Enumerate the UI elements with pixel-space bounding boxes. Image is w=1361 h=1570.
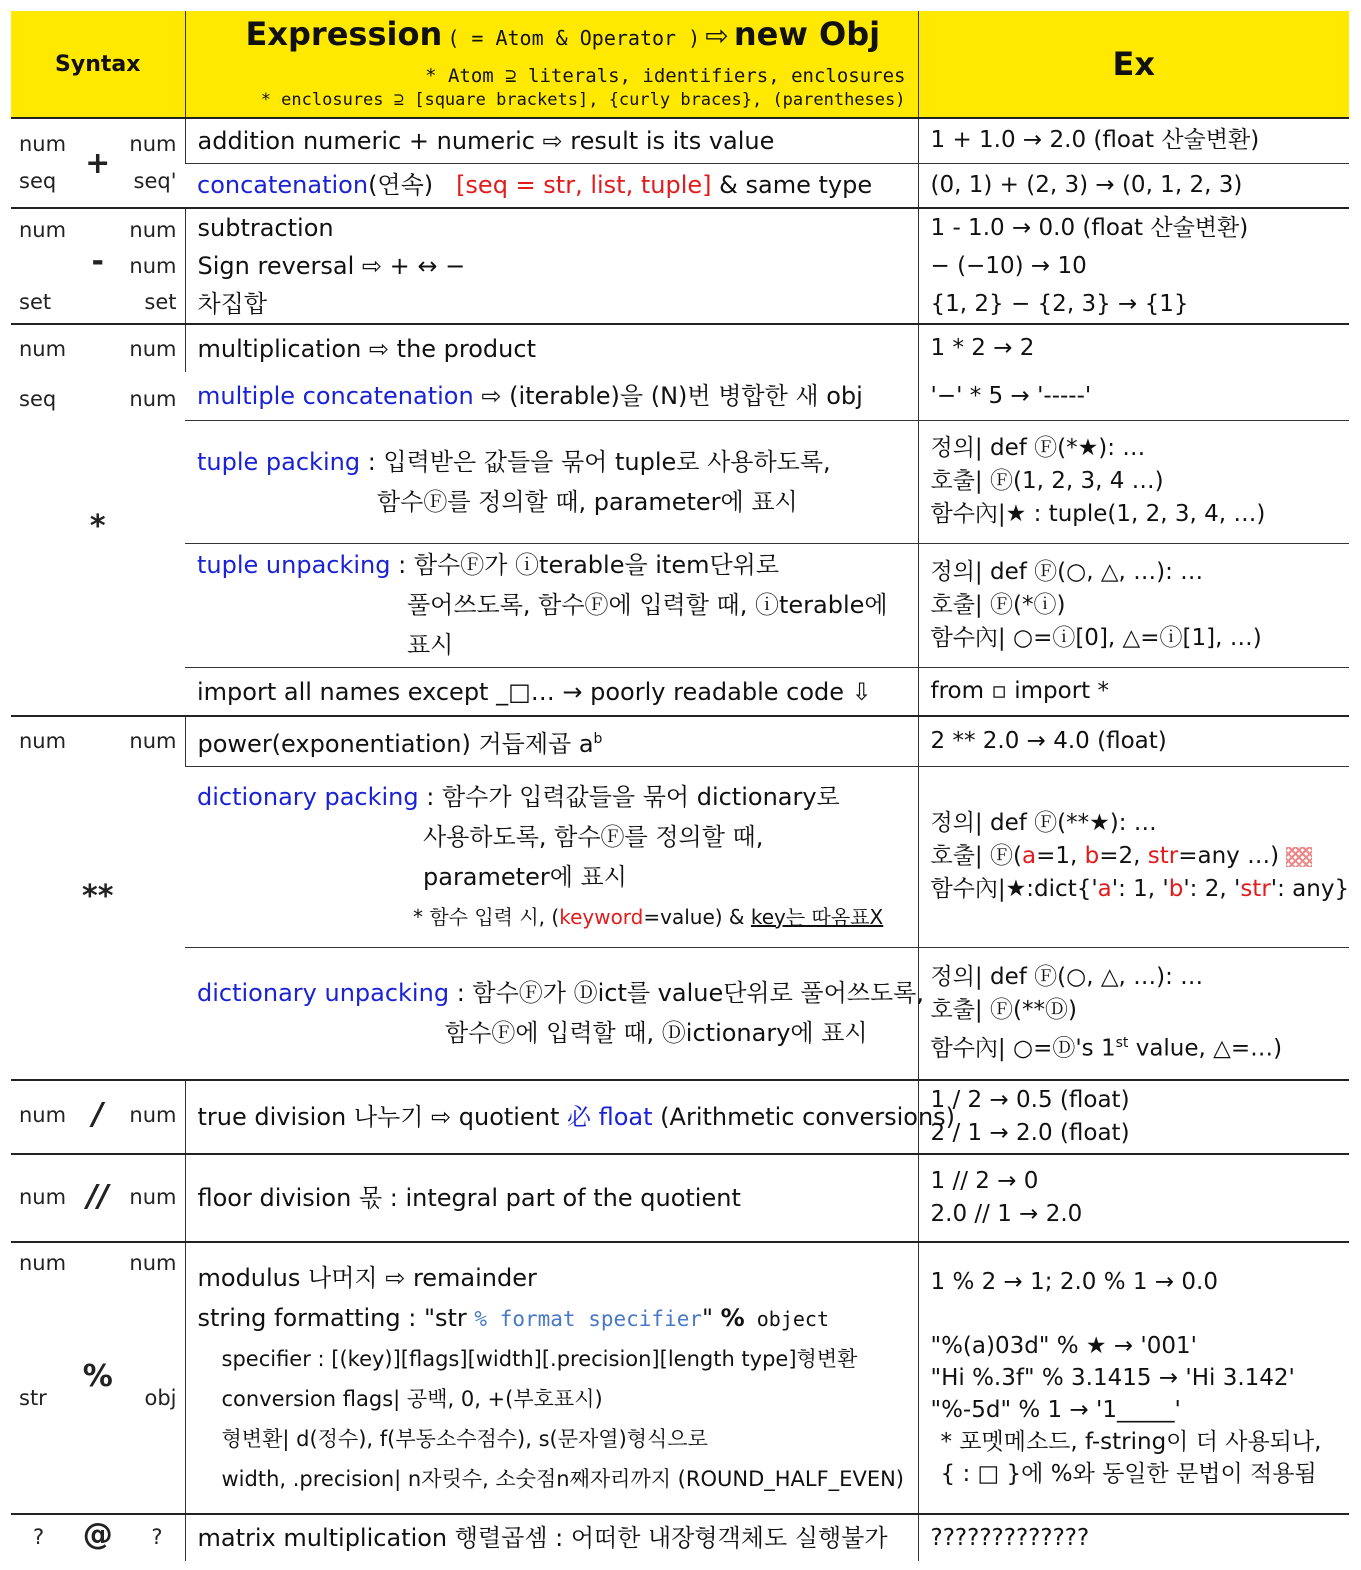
operand-right: num bbox=[129, 1251, 177, 1275]
operand-right: ? bbox=[151, 1525, 163, 1549]
floor-division-desc: floor division 몫 : integral part of the quotient bbox=[197, 1184, 741, 1212]
tuple-packing-example-1: 정의| def Ⓕ(*★): … bbox=[930, 435, 1146, 462]
dict-packing-text-2: 사용하도록, 함수Ⓕ를 정의할 때, bbox=[423, 822, 764, 851]
dslash-row bbox=[11, 1154, 1349, 1242]
dict-unpacking-line-1 bbox=[185, 973, 924, 1013]
import-all-example: from ▫ import * bbox=[930, 678, 1109, 705]
ex-text: 함수內|★:dict{' bbox=[930, 876, 1098, 903]
addition-example: 1 + 1.0 → 2.0 (float 산술변환) bbox=[930, 127, 1260, 154]
same-type: & same type bbox=[719, 171, 873, 200]
tuple-unpacking-example-1: 정의| def Ⓕ(○, △, …): … bbox=[930, 558, 1204, 585]
operand-left: num bbox=[19, 1185, 67, 1209]
power-ko: 거듭제곱 a bbox=[478, 729, 594, 758]
dict-packing-example-2 bbox=[919, 840, 1350, 873]
dict-unpacking-text-2: 함수Ⓕ에 입력할 때, Ⓓictionary에 표시 bbox=[445, 1019, 868, 1048]
operand-right: num bbox=[129, 1185, 177, 1209]
dict-packing-term: dictionary packing bbox=[197, 782, 419, 811]
operand-left: set bbox=[19, 290, 52, 314]
crosshatch-icon bbox=[1286, 847, 1312, 867]
dslash-syntax bbox=[11, 1155, 185, 1241]
minus-syntax bbox=[11, 210, 185, 322]
operator-table bbox=[11, 11, 1349, 1561]
enclosure-note: * enclosures ⊇ [square brackets], {curly braces}, (parentheses) bbox=[260, 90, 906, 110]
ex-text: =any …) bbox=[1178, 843, 1280, 870]
tuple-packing-example-2: 호출| Ⓕ(1, 2, 3, 4 …) bbox=[930, 468, 1164, 495]
ex-text: ': 1, ' bbox=[1111, 876, 1169, 903]
concatenation-example: (0, 1) + (2, 3) → (0, 1, 2, 3) bbox=[930, 171, 1243, 198]
dstar-row-pack bbox=[11, 766, 1349, 947]
note-text: * 함수 입력 시, ( bbox=[413, 904, 560, 929]
multiple-concatenation-term: multiple concatenation bbox=[197, 382, 474, 411]
type-conversion-desc: 형변환| d(정수), f(부동소수점수), s(문자열)형식으로 bbox=[221, 1426, 708, 1451]
tuple-packing-term: tuple packing bbox=[197, 447, 361, 476]
power-term: power(exponentiation) bbox=[197, 729, 471, 758]
tuple-unpacking-example-2: 호출| Ⓕ(*ⓘ) bbox=[930, 591, 1066, 618]
syntax-header: Syntax bbox=[55, 51, 141, 77]
modulus-example: 1 % 2 → 1; 2.0 % 1 → 0.0 bbox=[930, 1269, 1218, 1295]
star-row-import bbox=[11, 668, 1349, 716]
ex-text: =2, bbox=[1099, 843, 1148, 870]
tuple-packing-example-3: 함수內|★ : tuple(1, 2, 3, 4, …) bbox=[930, 501, 1266, 528]
ex-text: value, △=…) bbox=[1128, 1035, 1283, 1062]
atom-note: * Atom ⊇ literals, identifiers, enclosures bbox=[425, 65, 906, 87]
dstar-row-unpack bbox=[11, 947, 1349, 1080]
format-example-2: "Hi %.3f" % 3.1415 → 'Hi 3.142' bbox=[930, 1365, 1295, 1391]
plus-operator: + bbox=[85, 146, 111, 181]
operand-right: num bbox=[129, 218, 177, 242]
import-all-desc: import all names except _□… → poorly readable code ⇩ bbox=[197, 677, 872, 706]
matrix-multiplication-desc: matrix multiplication 행렬곱셈 : 어떠한 내장형객체도 실행불가 bbox=[197, 1524, 888, 1552]
plus-row-2 bbox=[11, 163, 1349, 208]
multiplication-example: 1 * 2 → 2 bbox=[930, 335, 1035, 362]
dict-packing-text-3: parameter에 표시 bbox=[423, 862, 627, 891]
double-slash-operator: // bbox=[86, 1179, 109, 1214]
tuple-packing-text-2: 함수Ⓕ를 정의할 때, parameter에 표시 bbox=[377, 487, 798, 516]
modulus-desc: modulus 나머지 ⇨ remainder bbox=[197, 1263, 537, 1292]
set-difference-desc: 차집합 bbox=[197, 290, 268, 318]
desc-text: true division 나누기 ⇨ quotient bbox=[197, 1103, 567, 1131]
operand-right: num bbox=[129, 1103, 177, 1127]
operand-left: str bbox=[19, 1386, 47, 1410]
multiple-concatenation-rest: ⇨ (iterable)을 (N)번 병합한 새 obj bbox=[481, 382, 863, 411]
power-example: 2 ** 2.0 → 4.0 (float) bbox=[930, 727, 1167, 754]
desc-text: object bbox=[744, 1306, 830, 1331]
tuple-unpacking-text-3: 표시 bbox=[407, 631, 454, 660]
operand-left: ? bbox=[33, 1525, 45, 1549]
operand-right: num bbox=[129, 337, 177, 361]
operand-right: num bbox=[129, 387, 177, 411]
star-syntax bbox=[11, 325, 185, 715]
desc-highlight: 必 float bbox=[567, 1103, 653, 1131]
ex-key: str bbox=[1147, 843, 1179, 870]
operand-right: set bbox=[144, 290, 177, 314]
new-obj-title: new Obj bbox=[733, 15, 881, 53]
seq-types: [seq = str, list, tuple] bbox=[456, 171, 712, 200]
true-division-example-2: 2 / 1 → 2.0 (float) bbox=[930, 1120, 1130, 1146]
operand-left: num bbox=[19, 337, 67, 361]
note-underline: key는 따옴표X bbox=[750, 904, 884, 929]
width-precision-desc: width, .precision| n자릿수, 소숫점n째자리까지 (ROUND_HALF_EVEN) bbox=[221, 1466, 904, 1491]
addition-rest: numeric + numeric ⇨ result is its value bbox=[302, 126, 775, 155]
format-example-1: "%(a)03d" % ★ → '001' bbox=[930, 1333, 1197, 1359]
sign-reversal-desc: Sign reversal ⇨ + ↔ − bbox=[197, 252, 466, 280]
dict-packing-note bbox=[185, 897, 918, 937]
at-operator: @ bbox=[82, 1517, 113, 1552]
ex-key: str bbox=[1240, 876, 1271, 903]
ex-text: =1, bbox=[1036, 843, 1085, 870]
ex-text: ': any} bbox=[1270, 876, 1350, 903]
operand-left: seq bbox=[19, 387, 57, 411]
tuple-unpacking-text-2: 풀어쓰도록, 함수Ⓕ에 입력할 때, ⓘterable에 bbox=[407, 591, 888, 620]
format-note-2: { : □ }에 %와 동일한 문법이 적용됨 bbox=[940, 1461, 1317, 1487]
addition-desc bbox=[186, 121, 918, 161]
addition-term: addition bbox=[197, 126, 296, 155]
dict-unpacking-example-2: 호출| Ⓕ(**Ⓓ) bbox=[930, 997, 1077, 1024]
multiplication-desc bbox=[186, 329, 918, 369]
concatenation-desc bbox=[185, 165, 918, 205]
tuple-packing-line-1 bbox=[185, 442, 918, 482]
star-row-unpack bbox=[11, 543, 1349, 668]
tuple-unpacking-example-3: 함수內| ○=ⓘ[0], △=ⓘ[1], …) bbox=[930, 624, 1262, 651]
subtraction-desc: subtraction bbox=[197, 214, 334, 242]
at-syntax bbox=[11, 1515, 185, 1561]
operand-right: obj bbox=[144, 1386, 177, 1410]
desc-text: (Arithmetic conversions) bbox=[652, 1103, 956, 1131]
multiplication-term: multiplication bbox=[197, 334, 362, 363]
ex-key: a bbox=[1097, 876, 1112, 903]
ex-text: ': 2, ' bbox=[1183, 876, 1241, 903]
operand-left: num bbox=[19, 1251, 67, 1275]
ex-text: 호출| Ⓕ( bbox=[930, 843, 1022, 870]
ex-superscript: st bbox=[1115, 1035, 1129, 1052]
expression-title: Expression bbox=[245, 15, 443, 53]
operand-right: num bbox=[129, 132, 177, 156]
slash-syntax bbox=[11, 1081, 185, 1153]
dstar-syntax bbox=[11, 717, 185, 1079]
ex-key: b bbox=[1168, 876, 1184, 903]
dict-packing-line-1 bbox=[185, 777, 918, 817]
true-division-example-1: 1 / 2 → 0.5 (float) bbox=[930, 1087, 1130, 1113]
operand-left: seq bbox=[19, 169, 57, 193]
ex-key: b bbox=[1084, 843, 1100, 870]
at-row bbox=[11, 1514, 1349, 1561]
tuple-unpacking-line-1 bbox=[185, 545, 918, 585]
sign-reversal-example: − (−10) → 10 bbox=[930, 253, 1087, 279]
minus-row bbox=[11, 208, 1349, 324]
percent-operator: % bbox=[82, 1359, 113, 1394]
desc-highlight: % format specifier bbox=[474, 1306, 702, 1331]
minus-operator: - bbox=[91, 244, 104, 279]
specifier-desc: specifier : [(key)][flags][width][.precision][length type]형변환 bbox=[221, 1346, 858, 1371]
percent-row bbox=[11, 1242, 1349, 1514]
true-division-desc bbox=[186, 1097, 956, 1137]
ex-header: Ex bbox=[1112, 45, 1155, 83]
expression-paren: ( = Atom & Operator ) bbox=[447, 26, 701, 50]
matrix-multiplication-example: ????????????? bbox=[930, 1524, 1090, 1551]
dict-packing-text-1: : 함수가 입력값들을 묶어 dictionary로 bbox=[426, 782, 840, 811]
note-text: =value) & bbox=[643, 904, 751, 929]
ex-key: a bbox=[1021, 843, 1037, 870]
slash-operator: / bbox=[92, 1097, 104, 1132]
multiplication-rest: ⇨ the product bbox=[368, 334, 536, 363]
operand-left: num bbox=[19, 1103, 67, 1127]
tuple-packing-text-1: : 입력받은 값들을 묶어 tuple로 사용하도록, bbox=[367, 447, 831, 476]
double-star-operator: ** bbox=[82, 879, 114, 914]
multiple-concatenation-desc bbox=[185, 376, 918, 416]
floor-division-example-2: 2.0 // 1 → 2.0 bbox=[930, 1201, 1083, 1227]
concatenation-ko: (연속) bbox=[368, 171, 434, 200]
dict-unpacking-example-1: 정의| def Ⓕ(○, △, …): … bbox=[930, 964, 1204, 991]
tuple-unpacking-text-1: : 함수Ⓕ가 ⓘterable을 item단위로 bbox=[398, 551, 780, 580]
operand-right: seq' bbox=[133, 169, 177, 193]
star-row-mcat bbox=[11, 372, 1349, 420]
floor-division-example-1: 1 // 2 → 0 bbox=[930, 1168, 1039, 1194]
power-superscript: b bbox=[593, 730, 603, 747]
desc-text: " bbox=[702, 1303, 721, 1332]
operand-left: num bbox=[19, 218, 67, 242]
power-desc bbox=[186, 719, 918, 764]
slash-row bbox=[11, 1080, 1349, 1154]
percent-syntax bbox=[11, 1243, 185, 1513]
operand-left: num bbox=[19, 729, 67, 753]
dict-unpacking-example-3 bbox=[919, 1027, 1350, 1066]
desc-text: string formatting : "str bbox=[197, 1303, 475, 1332]
dict-unpacking-text-1: : 함수Ⓕ가 Ⓓict를 value단위로 풀어쓰도록, bbox=[456, 979, 924, 1008]
concatenation-term: concatenation bbox=[197, 171, 369, 200]
set-difference-example: {1, 2} − {2, 3} → {1} bbox=[930, 291, 1189, 317]
dict-unpacking-term: dictionary unpacking bbox=[197, 979, 450, 1008]
note-keyword: keyword bbox=[559, 904, 644, 929]
operand-left: num bbox=[19, 132, 67, 156]
plus-row-1 bbox=[11, 118, 1349, 163]
dict-packing-example-3 bbox=[919, 873, 1350, 906]
operand-right: num bbox=[129, 729, 177, 753]
star-row-pack bbox=[11, 420, 1349, 543]
star-operator: * bbox=[89, 509, 106, 544]
conversion-flags-desc: conversion flags| 공백, 0, +(부호표시) bbox=[221, 1386, 603, 1411]
operand-right: num bbox=[129, 254, 177, 278]
dict-packing-example-1: 정의| def Ⓕ(**★): … bbox=[930, 810, 1157, 837]
header-row bbox=[11, 11, 1349, 118]
dstar-row-pow bbox=[11, 716, 1349, 766]
multiple-concatenation-example: '−' * 5 → '-----' bbox=[930, 382, 1092, 409]
format-example-3: "%-5d" % 1 → '1_____' bbox=[930, 1397, 1181, 1423]
star-row-mult bbox=[11, 324, 1349, 372]
arrow-icon: ⇨ bbox=[705, 19, 729, 52]
format-note-1: * 포멧메소드, f-string이 더 사용되나, bbox=[940, 1429, 1322, 1455]
subtraction-example: 1 - 1.0 → 0.0 (float 산술변환) bbox=[930, 215, 1249, 241]
tuple-unpacking-term: tuple unpacking bbox=[197, 551, 391, 580]
string-formatting-desc bbox=[186, 1298, 918, 1339]
desc-operator: % bbox=[720, 1303, 745, 1332]
plus-syntax bbox=[11, 119, 185, 207]
ex-text: 함수內| ○=Ⓓ's 1 bbox=[930, 1035, 1116, 1062]
